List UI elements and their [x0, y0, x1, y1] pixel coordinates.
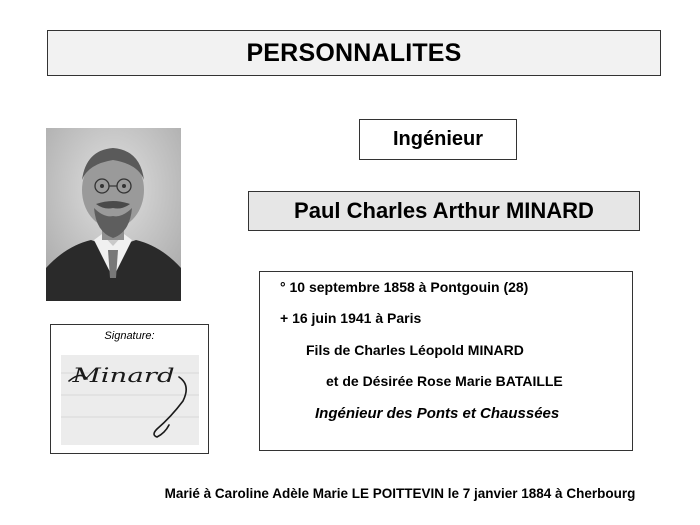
mother-info: et de Désirée Rose Marie BATAILLE [326, 373, 563, 389]
profession-label [359, 119, 517, 160]
profession-text: Ingénieur [392, 128, 483, 150]
page-title [47, 30, 661, 76]
marriage-info: Marié à Caroline Adèle Marie LE POITTEVIN le 7 janvier 1884 à Cherbourg [164, 486, 636, 501]
portrait-photo [46, 128, 181, 301]
person-name [248, 191, 640, 231]
death-info: + 16 juin 1941 à Paris [280, 310, 422, 326]
father-info: Fils de Charles Léopold MINARD [306, 342, 524, 358]
biography-box [259, 271, 633, 451]
signature-image [61, 355, 199, 445]
signature-box [50, 324, 209, 454]
portrait-image [46, 128, 181, 301]
signature-label: Signature: [104, 330, 155, 342]
birth-info: ° 10 septembre 1858 à Pontgouin (28) [280, 279, 529, 295]
page-title-text: PERSONNALITES [246, 38, 462, 67]
person-name-text: Paul Charles Arthur MINARD [294, 198, 594, 223]
signature-text: Minard [72, 364, 175, 388]
occupation-info: Ingénieur des Ponts et Chaussées [315, 405, 560, 422]
